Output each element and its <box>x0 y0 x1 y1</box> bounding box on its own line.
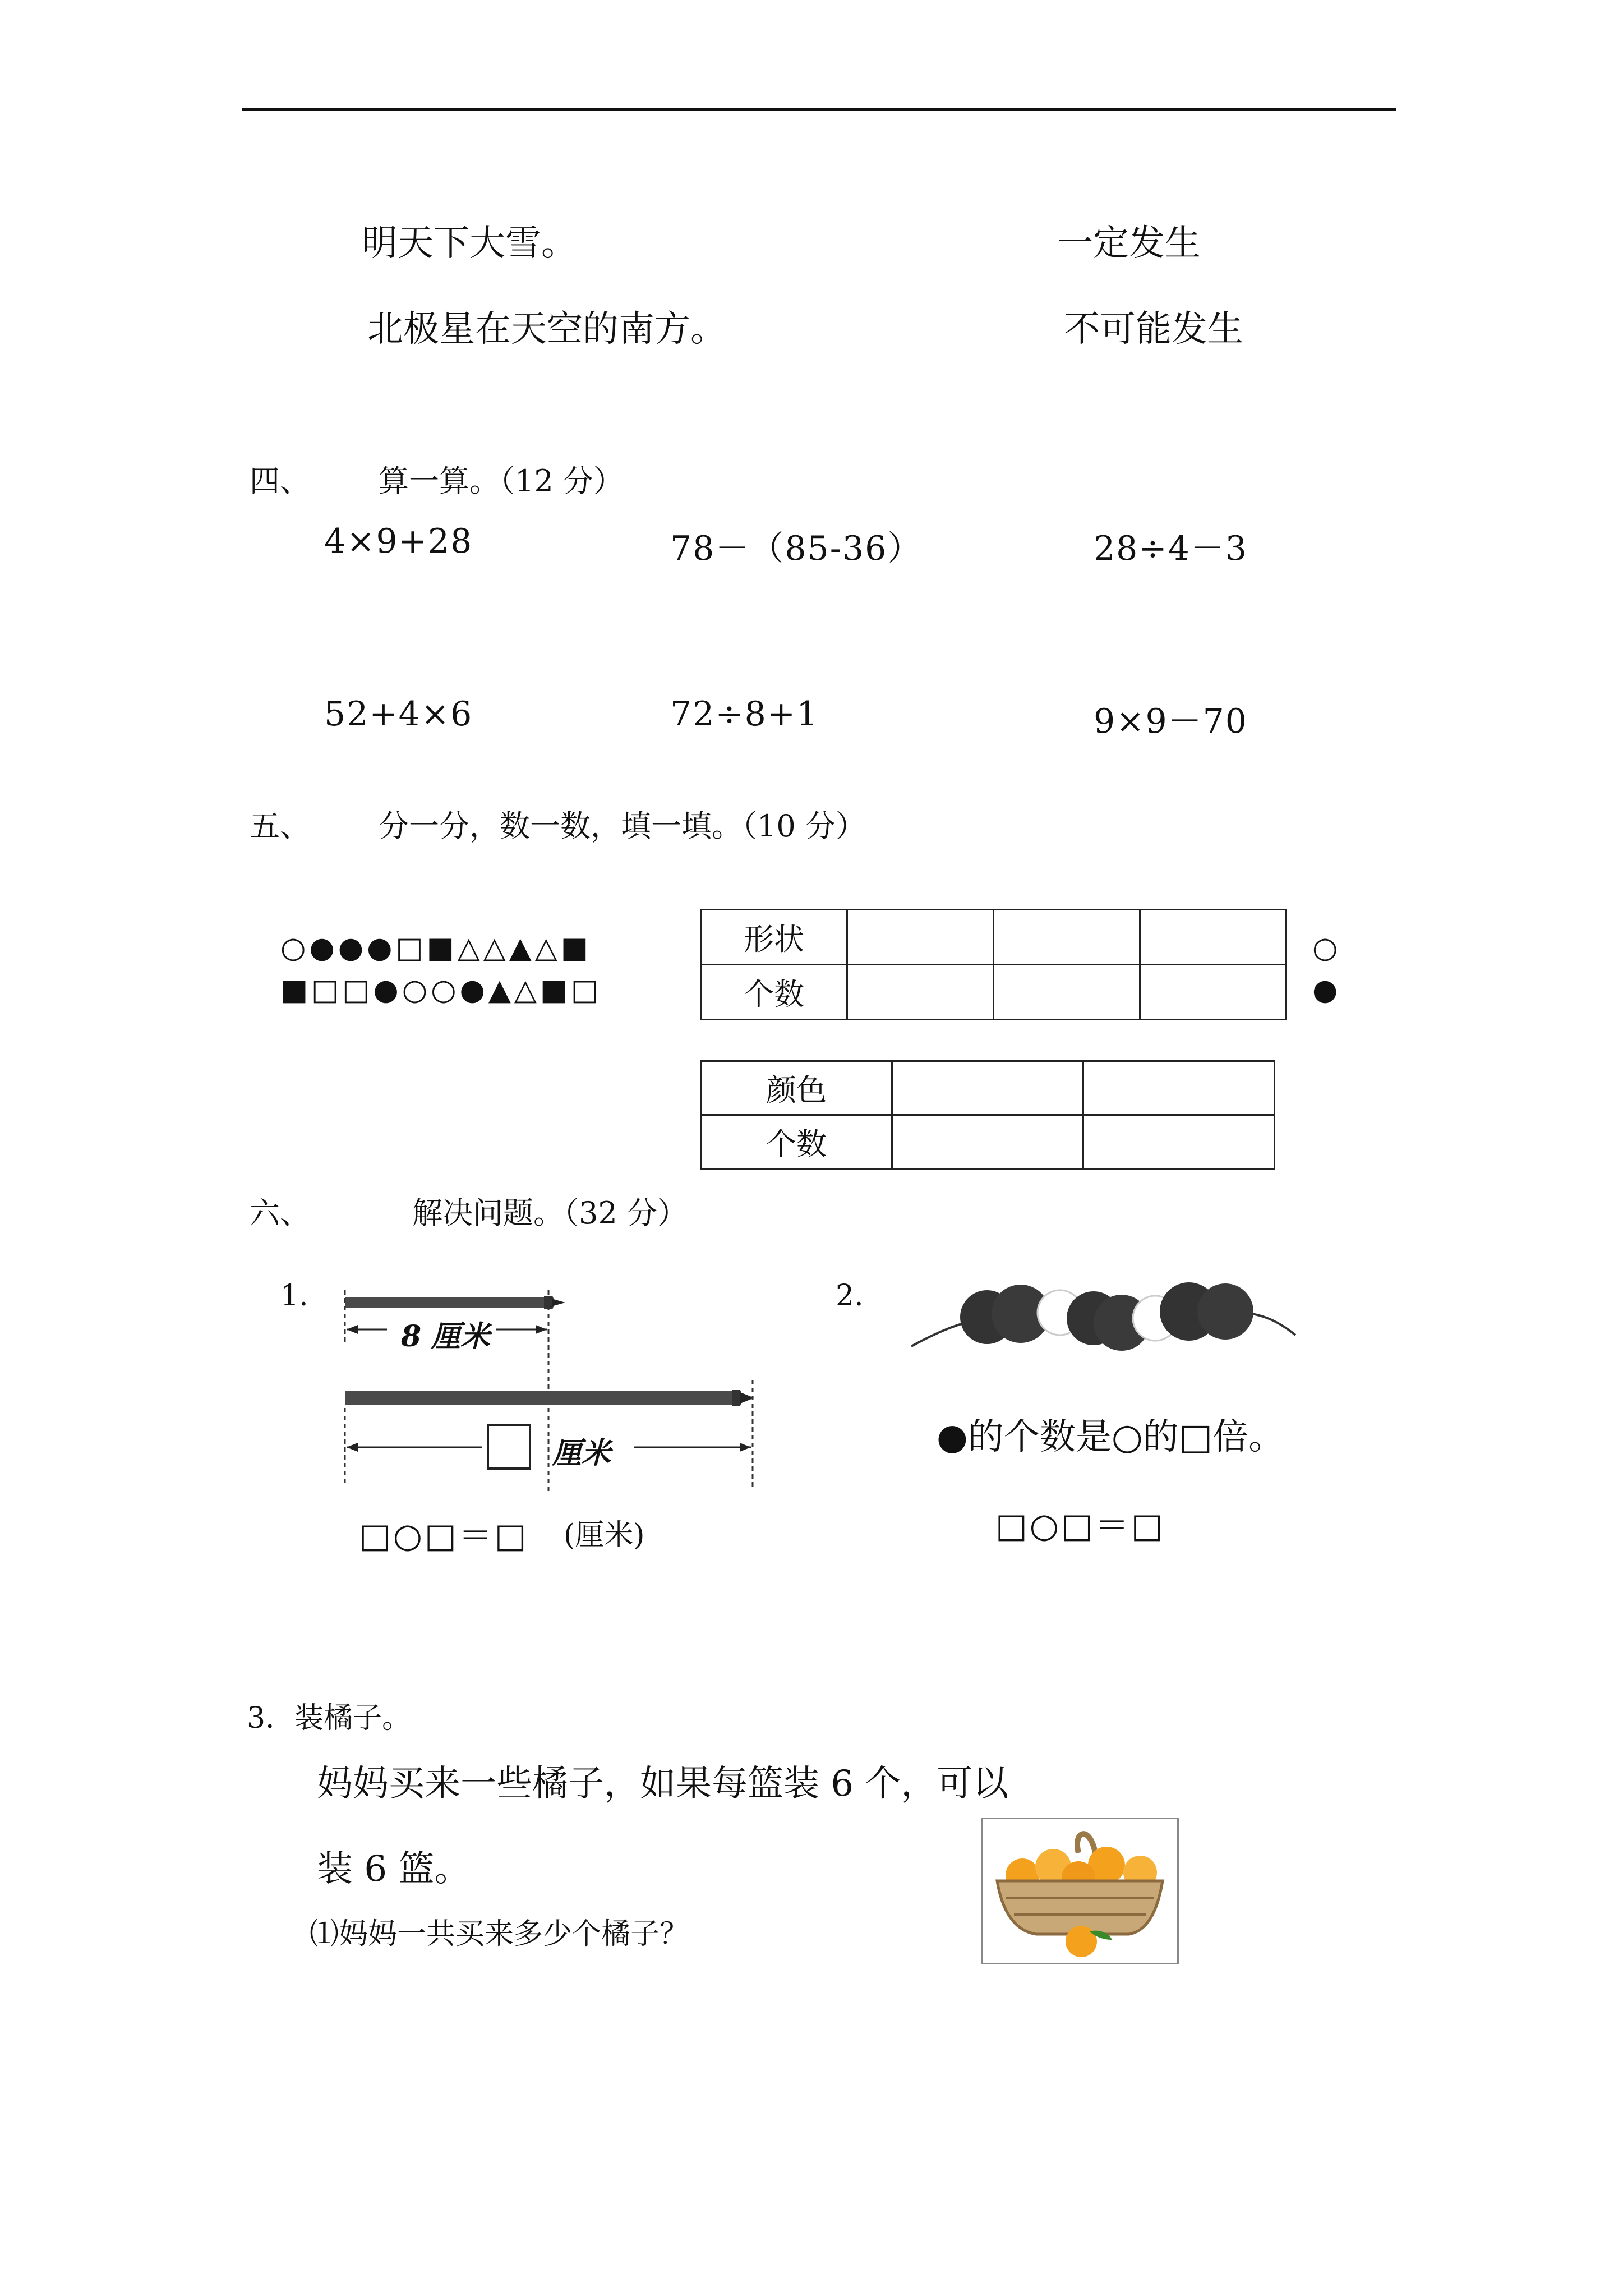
table1-label-shape: 形状 <box>701 910 847 965</box>
orange-basket-picture <box>981 1818 1179 1964</box>
problem3-question1: ⑴妈妈一共买来多少个橘子？ <box>310 1917 689 1951</box>
legend-black-circle: ● <box>1312 973 1341 1007</box>
table1-cell[interactable] <box>1140 965 1287 1020</box>
problem1-unit: (厘米) <box>564 1519 645 1552</box>
expr-6: 9×9－70 <box>1094 702 1248 741</box>
table1-cell[interactable] <box>847 910 994 965</box>
table1-cell[interactable] <box>994 965 1140 1020</box>
problem2-number: 2. <box>836 1279 864 1313</box>
expr-1: 4×9+28 <box>324 522 473 561</box>
section4-number: 四、 <box>250 463 310 499</box>
shapes-line-2: ■□□●○○●▲△■□ <box>280 973 602 1007</box>
table1-cell[interactable] <box>847 965 994 1020</box>
statement-event-2: 北极星在天空的南方。 <box>367 309 726 350</box>
header-rule <box>242 108 1396 111</box>
color-count-table <box>700 1060 1275 1170</box>
section5-number: 五、 <box>250 808 310 844</box>
table2-label-color: 颜色 <box>701 1061 892 1115</box>
expr-5: 72÷8+1 <box>670 694 819 734</box>
table1-cell[interactable] <box>1140 910 1287 965</box>
table2-cell[interactable] <box>1083 1061 1275 1115</box>
table2-cell[interactable] <box>892 1115 1083 1169</box>
section4-title: 算一算。（12 分） <box>379 463 624 499</box>
problem3-title: 3．装橘子。 <box>247 1701 412 1735</box>
answer-box[interactable] <box>488 1425 530 1469</box>
problem3-text-line2: 装 6 篮。 <box>317 1848 471 1890</box>
table2-cell[interactable] <box>892 1061 1083 1115</box>
problem2-equation: □○□＝□ <box>995 1506 1165 1545</box>
black-bead-icon <box>1197 1283 1253 1340</box>
section6-number: 六、 <box>250 1195 310 1231</box>
problem3-text-line1: 妈妈买来一些橘子，如果每篮装 6 个，可以 <box>317 1763 1009 1805</box>
statement-event-1: 明天下大雪。 <box>362 223 577 264</box>
statement-result-2: 不可能发生 <box>1064 309 1243 350</box>
statement-result-1: 一定发生 <box>1057 223 1201 264</box>
section6-title: 解决问题。（32 分） <box>412 1195 688 1231</box>
problem2-statement: ●的个数是○的□倍。 <box>937 1416 1285 1458</box>
problem1-number: 1. <box>280 1279 308 1313</box>
legend-white-circle: ○ <box>1312 931 1341 965</box>
pencil-label-8cm: 8 厘米 <box>401 1319 490 1354</box>
table1-label-count: 个数 <box>701 965 847 1020</box>
table2-label-count: 个数 <box>701 1115 892 1169</box>
pencils-figure <box>314 1268 774 1492</box>
expr-4: 52+4×6 <box>324 694 473 734</box>
expr-3: 28÷4－3 <box>1094 529 1248 568</box>
table1-cell[interactable] <box>994 910 1140 965</box>
orange-basket-icon <box>983 1819 1177 1963</box>
expr-2: 78－（85-36） <box>670 529 923 568</box>
long-pencil-icon <box>345 1391 737 1405</box>
pencil-label-cm: 厘米 <box>552 1436 611 1470</box>
short-pencil-icon <box>345 1297 550 1308</box>
shapes-line-1: ○●●●□■△△▲△■ <box>280 931 592 965</box>
section5-title: 分一分，数一数，填一填。（10 分） <box>379 808 866 844</box>
beads-figure <box>909 1262 1301 1374</box>
shape-count-table <box>700 909 1287 1020</box>
table2-cell[interactable] <box>1083 1115 1275 1169</box>
problem1-equation: □○□＝□ <box>359 1516 529 1556</box>
